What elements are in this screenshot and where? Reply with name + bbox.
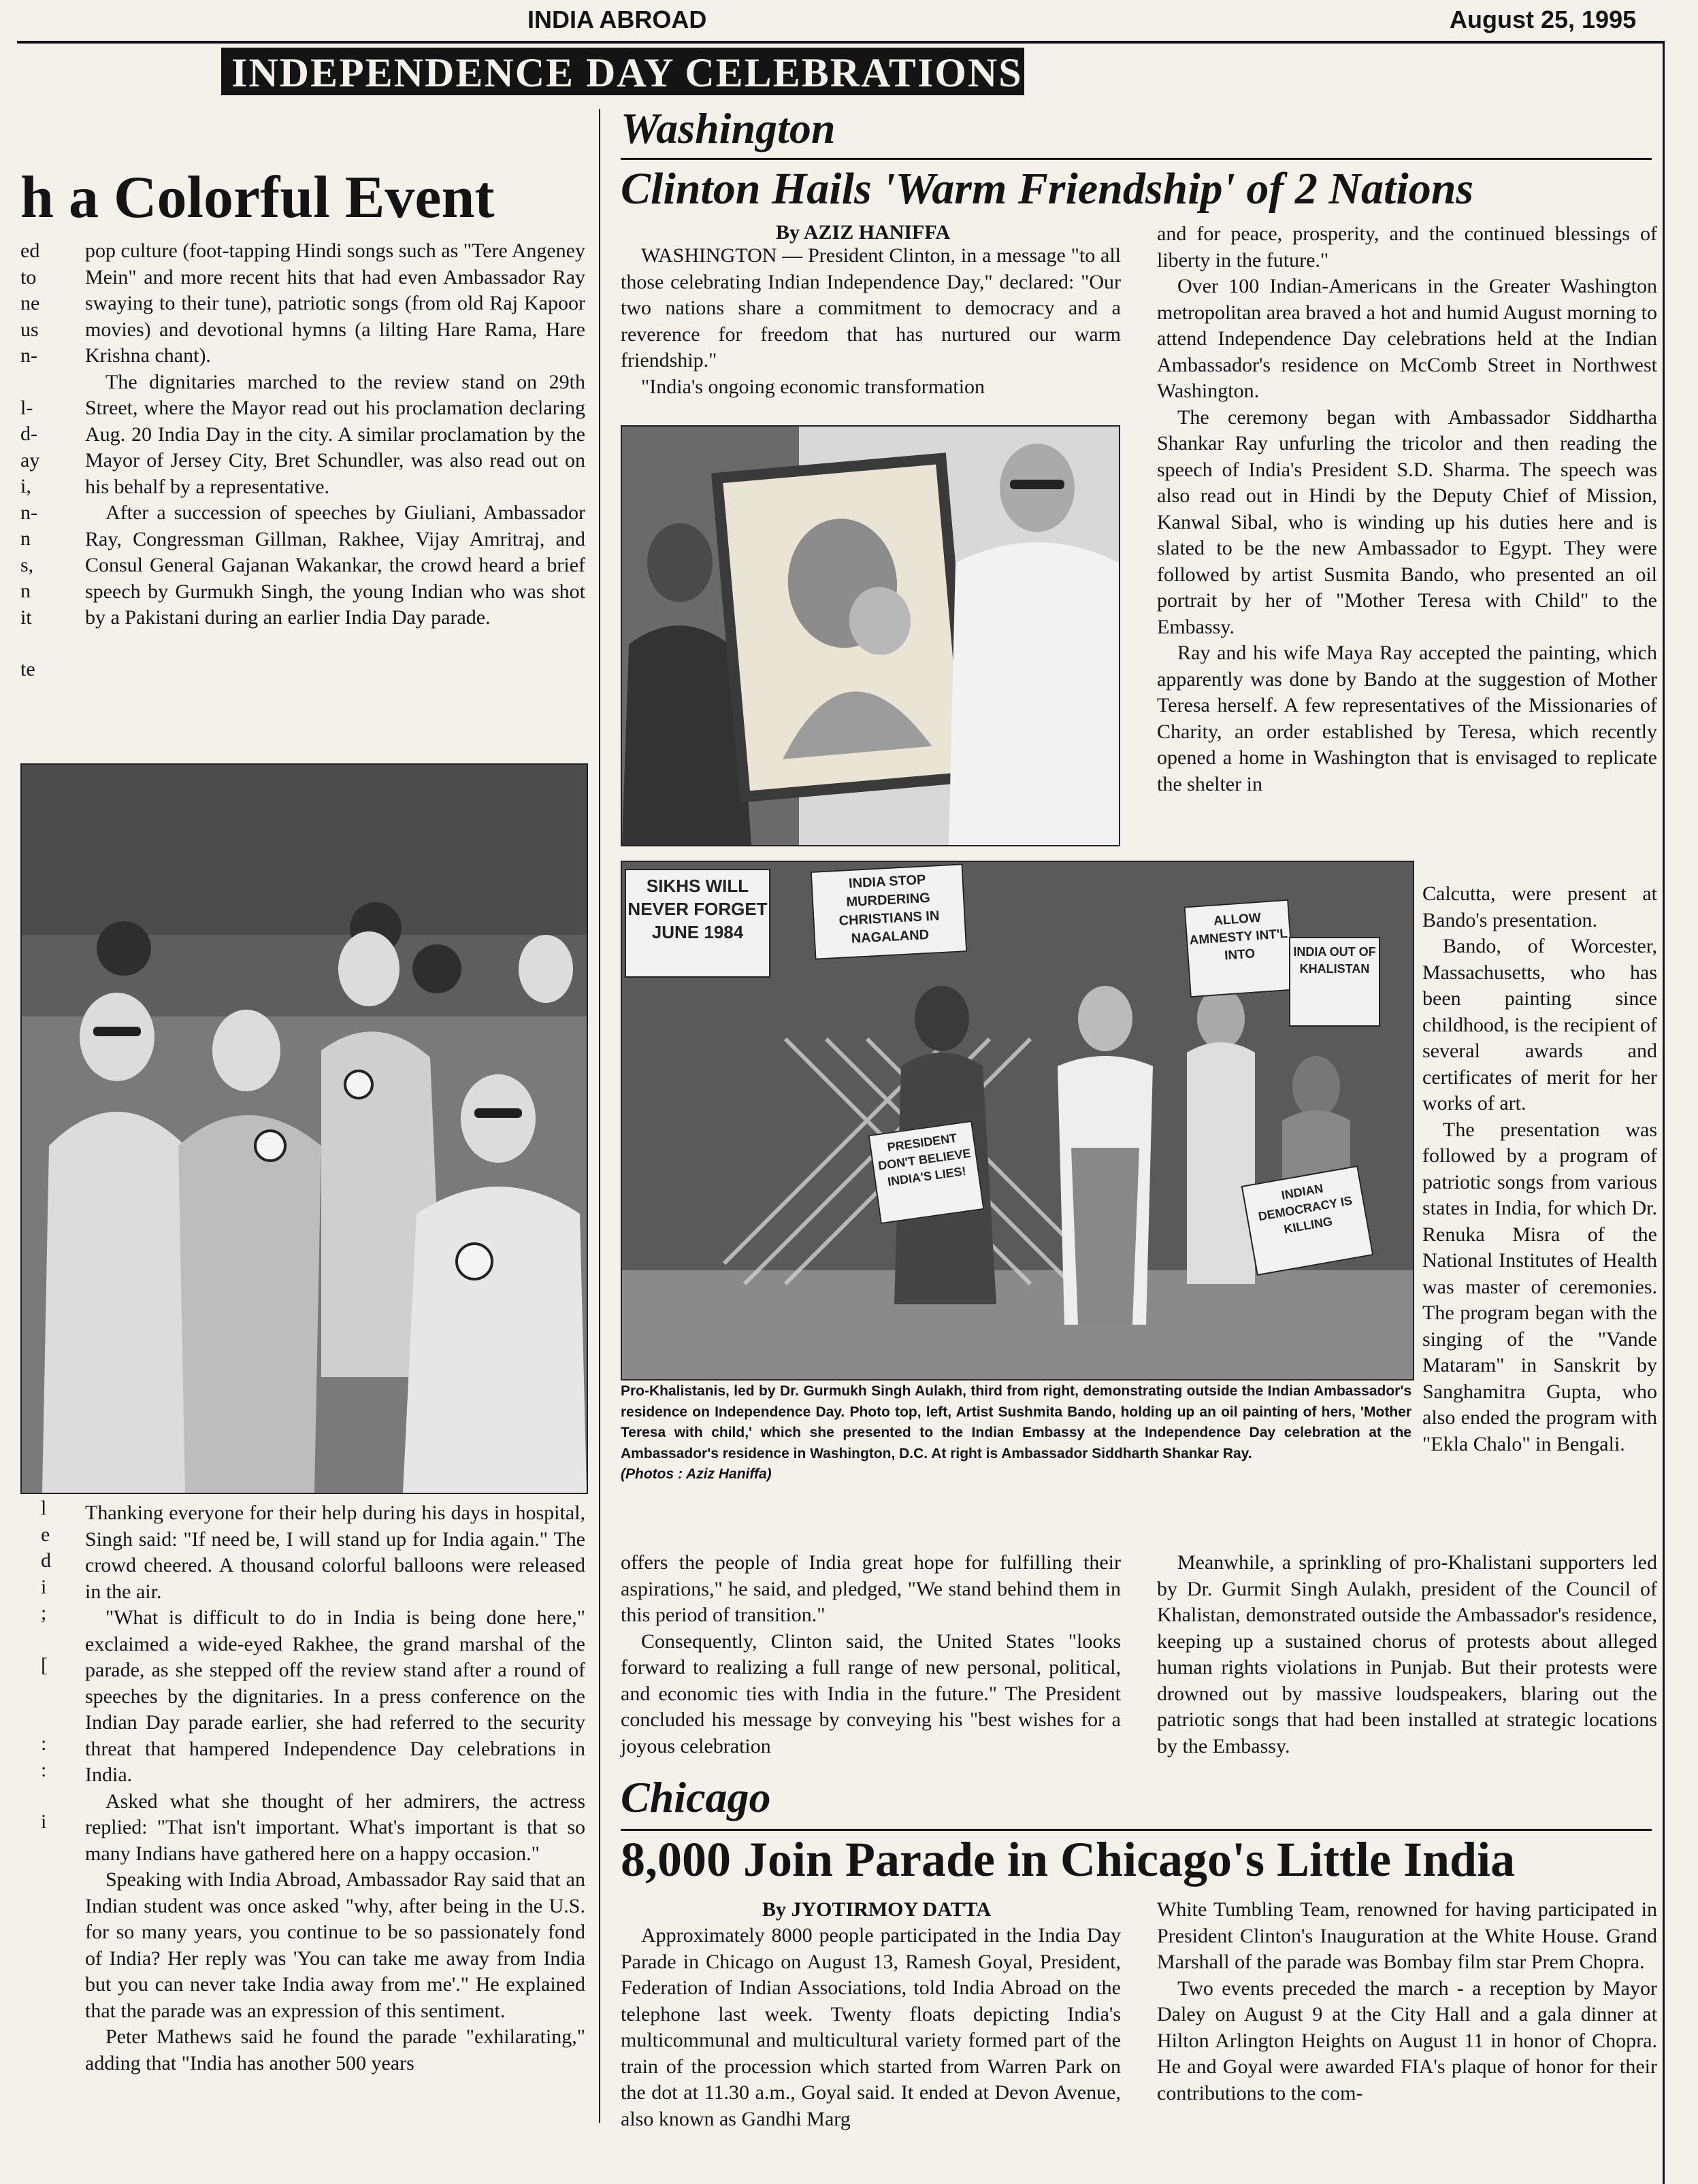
protest-photo: [621, 861, 1414, 1380]
fragment: :: [41, 1732, 47, 1755]
paragraph: The presentation was followed by a program of patriotic songs from various states in India, for which Dr. Renuka Misra of the National Institutes of Health was master of ceremonies. The program began with the singing of the "Vande Mataram" in Sanskrit by Sanghamitra Gupta, who also ended the program with "Ekla Chalo" in Bengali.: [1422, 1118, 1657, 1455]
protest-sign: PRESIDENT DON'T BELIEVE INDIA'S LIES!: [868, 1121, 985, 1224]
paragraph: Ray and his wife Maya Ray accepted the painting, which apparently was done by Bando at the suggestion of Mother Teresa herself. A few representatives of the Missionaries of Charity, an order established by Teresa, which recently opened a home in Washington that is envisaged to replicate the shelter in: [1157, 642, 1657, 795]
left-story-headline: h a Colorful Event: [20, 165, 495, 231]
fragment: us: [20, 318, 39, 341]
washington-col2-top: [1157, 221, 1657, 797]
paragraph: Over 100 Indian-Americans in the Greater Washington metropolitan area braved a hot and humid August morning to attend Independence Day celebrations held at the Indian Ambassador's residence on McComb Street in Northwest Washington.: [1157, 275, 1657, 402]
publication-name: INDIA ABROAD: [527, 5, 707, 33]
fragment: e: [41, 1523, 50, 1546]
chicago-headline: 8,000 Join Parade in Chicago's Little India: [621, 1832, 1516, 1887]
paragraph: Consequently, Clinton said, the United States "looks forward to realizing a full range of new personal, political, and economic ties with India in the future." The President concluded his message by conveying his "best wishes for a joyous celebration: [621, 1629, 1121, 1757]
fragment: to: [20, 265, 37, 288]
parade-photo: [20, 763, 588, 1494]
section-label-washington: Washington: [621, 104, 836, 152]
header-rule: [17, 41, 1664, 44]
column-rule-right: [1663, 41, 1665, 2184]
fragment: n-: [20, 501, 37, 524]
protest-sign: SIKHS WILL NEVER FORGET JUNE 1984: [625, 869, 770, 978]
fragment: d-: [20, 423, 37, 445]
paragraph: The ceremony began with Ambassador Siddhartha Shankar Ray unfurling the tricolor and then reading the speech of India's President S.D. Sharma. The speech was also read out in Hindi by the Deputy Chief of Mission, Kanwal Sibal, who is winding up his duties here and is slated to be the new Ambassador to Egypt. They were followed by artist Susmita Bando, who presented an oil portrait by her of "Mother Teresa with Child" to the Embassy.: [1157, 406, 1657, 638]
chicago-col1: [621, 1923, 1121, 2132]
fragment: ay: [20, 448, 40, 471]
paragraph: WASHINGTON — President Clinton, in a message "to all those celebrating Indian Independence Day," declared: "Our two nations share a commitment to democracy and a reverence for freedom that has nurtured our warm friendship.": [621, 244, 1121, 371]
photo-caption: [621, 1381, 1411, 1485]
paragraph: and for peace, prosperity, and the continued blessings of liberty in the future.": [1157, 222, 1657, 271]
fragment: n: [20, 527, 31, 550]
fragment: d: [41, 1549, 51, 1572]
caption-text: Pro-Khalistanis, led by Dr. Gurmukh Singh Aulakh, third from right, demonstrating outside the Indian Ambassador's residence on Independence Day. Photo top, left, Artist Sushmita Bando, holding up an oil painting of hers, 'Mother Teresa with child,' which she presented to the Indian Embassy at the Independence Day celebration at the Ambassador's residence in Washington, D.C. At right is Ambassador Siddharth Shankar Ray.: [621, 1383, 1411, 1461]
protest-sign: INDIAN DEMOCRACY IS KILLING: [1241, 1165, 1374, 1276]
painting-photo: [621, 425, 1120, 846]
washington-byline: By AZIZ HANIFFA: [776, 221, 951, 244]
fragment: l: [41, 1497, 47, 1519]
paragraph: Two events preceded the march - a reception by Mayor Daley on August 9 at the City Hall and a gala dinner at Hilton Arlington Heights on August 11 in honor of Chopra. He and Goyal were awarded FIA's plaque of honor for their contributions to the com-: [1157, 1976, 1657, 2104]
paragraph: Asked what she thought of her admirers, the actress replied: "That isn't important. What's important is that so many Indians have gathered here on a happy occasion.": [85, 1789, 585, 1865]
chicago-rule: [621, 1829, 1652, 1831]
column-rule-left: [599, 109, 600, 2123]
fragment: ed: [20, 239, 40, 262]
chicago-byline: By JYOTIRMOY DATTA: [762, 1898, 992, 1921]
paragraph: Meanwhile, a sprinkling of pro-Khalistani supporters led by Dr. Gurmit Singh Aulakh, president of the Council of Khalistan, demonstrated outside the Ambassador's residence, keeping up a sustained chorus of protests about alleged human rights violations in Punjab. But their protests were drowned out by massive loudspeakers, blaring out the patriotic songs that had been installed at strategic locations by the Embassy.: [1157, 1551, 1657, 1757]
washington-headline: Clinton Hails 'Warm Friendship' of 2 Nations: [621, 164, 1474, 214]
paragraph: White Tumbling Team, renowned for having participated in President Clinton's Inauguration at the White House. Grand Marshall of the parade was Bombay film star Prem Chopra.: [1157, 1898, 1657, 1973]
chicago-col2: [1157, 1897, 1657, 2106]
margin-fragments-top: [20, 238, 61, 683]
left-story-body-bottom: [85, 1500, 585, 2077]
washington-col1-bottom: [621, 1550, 1121, 1759]
paragraph: Thanking everyone for their help during his days in hospital, Singh said: "If need be, I will stand up for India again." The crowd cheered. A thousand colorful balloons were released in the air.: [85, 1502, 585, 1603]
paragraph: Calcutta, were present at Bando's presentation.: [1422, 882, 1657, 931]
paragraph: pop culture (foot-tapping Hindi songs such as "Tere Angeney Mein" and more recent hits that had even Ambassador Ray swaying to their tune), patriotic songs (from old Raj Kapoor movies) and devotional hymns (a lilting Hare Rama, Hare Krishna chant).: [85, 239, 585, 367]
paragraph: After a succession of speeches by Giuliani, Ambassador Ray, Congressman Gillman, Rakhee, Vijay Amritraj, and Consul General Gajanan Wakankar, the crowd heard a brief speech by Gurmukh Singh, the young Indian who was shot by a Pakistani during an earlier India Day parade.: [85, 501, 585, 629]
fragment: n-: [20, 344, 37, 367]
washington-col2-narrow: [1422, 881, 1657, 1457]
paragraph: offers the people of India great hope for fulfilling their aspirations," he said, and pledged, "We stand behind them in this period of transition.": [621, 1551, 1121, 1626]
fragment: ne: [20, 292, 40, 314]
section-label-chicago: Chicago: [621, 1773, 771, 1821]
paragraph: Approximately 8000 people participated in the India Day Parade in Chicago on August 13, Ramesh Goyal, President, Federation of Indian Associations, told India Abroad on the telephone last week. Twenty floats depicting India's multicommunal and multicultural variety formed part of the train of the procession which started from Warren Park on the dot at 11.30 a.m., Goyal said. It ended at Devon Avenue, also known as Gandhi Marg: [621, 1924, 1121, 2130]
paragraph: "India's ongoing economic transformation: [641, 375, 985, 398]
photo-credit: (Photos : Aziz Haniffa): [621, 1466, 772, 1482]
paragraph: Speaking with India Abroad, Ambassador Ray said that an Indian student was once asked "why, after being in the U.S. for so many years, you continue to be so passionately fond of India? Her reply was 'You can take me away from India but you can never take India away from me'." He explained that the parade was an expression of this sentiment.: [85, 1868, 585, 2022]
fragment: i: [41, 1575, 47, 1598]
washington-col2-bottom: [1157, 1550, 1657, 1759]
fragment: te: [20, 658, 35, 680]
fragment: [: [41, 1653, 48, 1676]
painting-photo-illustration: [622, 427, 1119, 845]
section-banner: INDEPENDENCE DAY CELEBRATIONS: [231, 50, 1023, 95]
fragment: i,: [20, 475, 31, 497]
fragment: n: [20, 580, 31, 602]
paragraph: Peter Mathews said he found the parade "exhilarating," adding that "India has another 500 years: [85, 2025, 585, 2074]
fragment: :: [41, 1758, 47, 1781]
parade-photo-illustration: [22, 765, 587, 1493]
fragment: ;: [41, 1602, 47, 1624]
fragment: it: [20, 606, 32, 629]
washington-col1-top: [621, 243, 1121, 400]
protest-sign: ALLOW AMNESTY INT'L INTO: [1184, 899, 1295, 997]
issue-date: August 25, 1995: [1450, 5, 1637, 33]
paragraph: The dignitaries marched to the review stand on 29th Street, where the Mayor read out his proclamation declaring Aug. 20 India Day in the city. A similar proclamation by the Mayor of Jersey City, Bret Schundler, was also read out on his behalf by a representative.: [85, 370, 585, 498]
fragment: s,: [20, 553, 34, 576]
paragraph: Bando, of Worcester, Massachusetts, who has been painting since childhood, is the recipient of several awards and certificates of merit for her works of art.: [1422, 935, 1657, 1114]
washington-rule: [621, 158, 1652, 160]
fragment: l-: [20, 396, 33, 419]
fragment: i: [41, 1810, 47, 1833]
left-story-body-top: [85, 238, 585, 631]
protest-sign: INDIA OUT OF KHALISTAN: [1289, 937, 1380, 1027]
paragraph: "What is difficult to do in India is being done here," exclaimed a wide-eyed Rakhee, the grand marshal of the parade, as she stepped off the review stand after a round of speeches by the dignitaries. In a press conference on the Indian Day parade earlier, she had referred to the security threat that hampered Independence Day celebrations in India.: [85, 1606, 585, 1786]
margin-fragments-bottom: [41, 1495, 68, 1836]
protest-sign: INDIA STOP MURDERING CHRISTIANS IN NAGALAND: [811, 863, 967, 960]
